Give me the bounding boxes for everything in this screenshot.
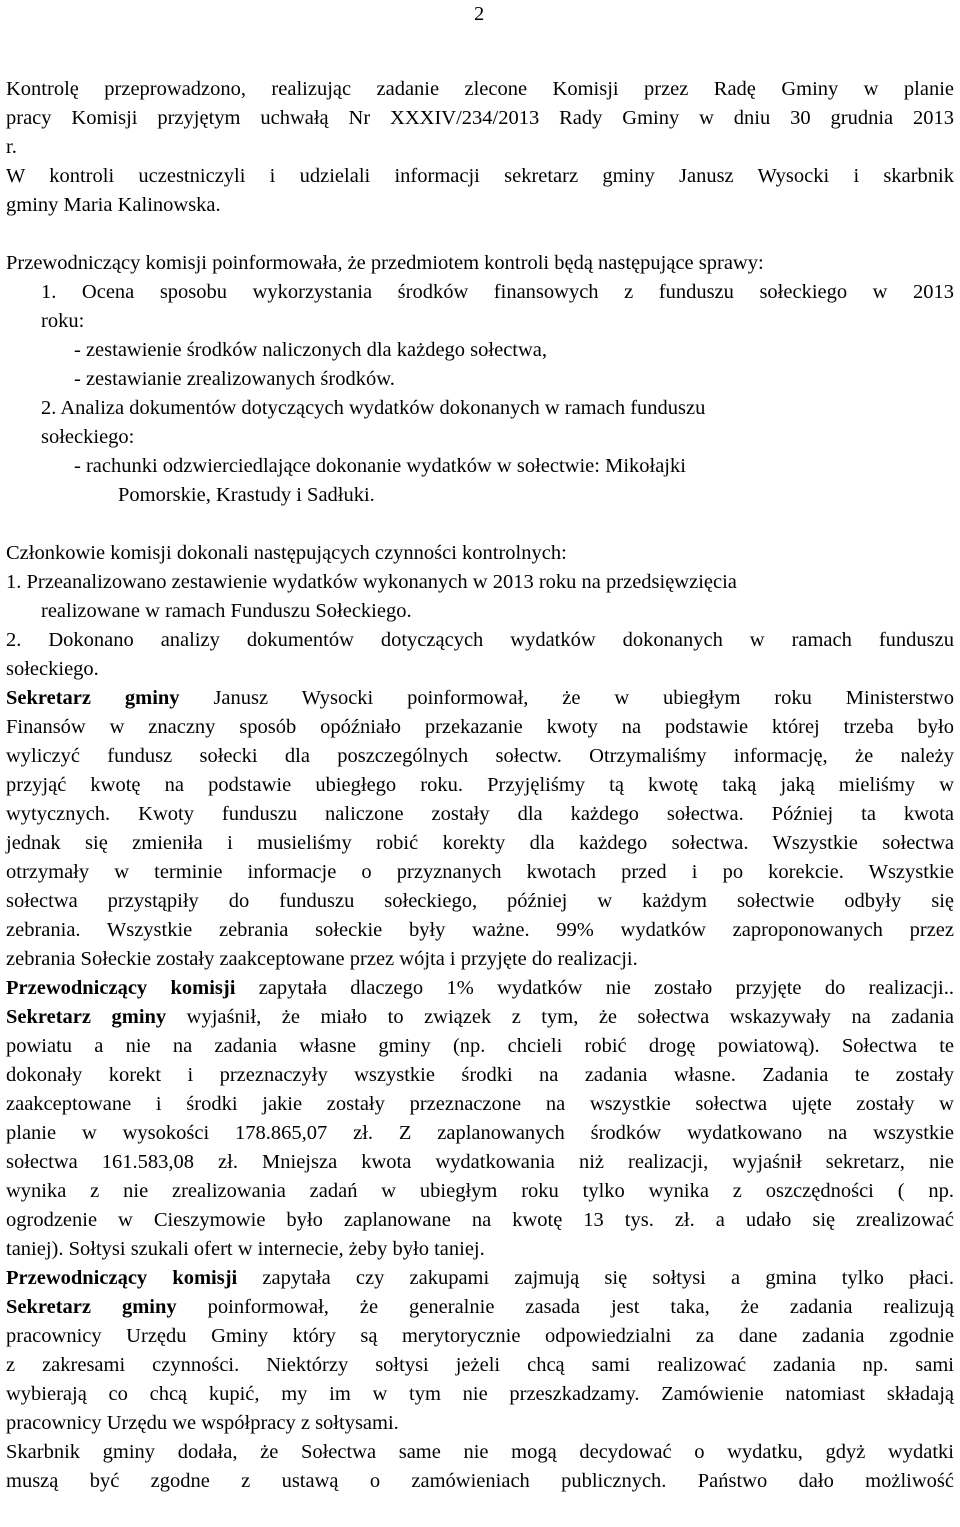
text-line: Sekretarz gminy wyjaśnił, że miało to związek z tym, że sołectwa wskazywały na zadania xyxy=(6,1006,954,1028)
text-line: realizowane w ramach Funduszu Sołeckiego. xyxy=(41,600,412,622)
text-line: wynika z nie zrealizowania zadań w ubiegłym roku tylko wynika z oszczędności ( np. xyxy=(6,1180,954,1202)
text-line: Finansów w znaczny sposób opóźniało przekazanie kwoty na podstawie której trzeba było xyxy=(6,716,954,738)
text-line: gminy Maria Kalinowska. xyxy=(6,194,221,216)
bullet-item: - zestawienie środków naliczonych dla każdego sołectwa, xyxy=(74,339,548,361)
text-line: pracownicy Urzędu we współpracy z sołtysami. xyxy=(6,1412,399,1434)
text-line: z zakresami czynności. Niektórzy sołtysi jeżeli chcą sami realizować zadania np. sami xyxy=(6,1354,954,1376)
text-line: Sekretarz gminy poinformował, że generalnie zasada jest taka, że zadania realizują xyxy=(6,1296,954,1318)
text-line: sołectwa przystąpiły do funduszu sołeckiego, później w każdym sołectwie odbyły się xyxy=(6,890,954,912)
text-line: wyliczyć fundusz sołecki dla poszczególnych sołectw. Otrzymaliśmy informację, że należy xyxy=(6,745,954,767)
text-line: sołeckiego: xyxy=(41,426,135,448)
text-line: zebrania. Wszystkie zebrania sołeckie były ważne. 99% wydatków zaproponowanych przez xyxy=(6,919,954,941)
text-line: Pomorskie, Krastudy i Sadłuki. xyxy=(118,484,375,506)
text-line: Przewodniczący komisji zapytała dlaczego 1% wydatków nie zostało przyjęte do realizacji.. xyxy=(6,977,954,999)
text-line: pracownicy Urzędu Gminy który są merytorycznie odpowiedzialni za dane zadania zgodnie xyxy=(6,1325,954,1347)
text-line: Kontrolę przeprowadzono, realizując zadanie zlecone Komisji przez Radę Gminy w planie xyxy=(6,78,954,100)
list-item: 2. Dokonano analizy dokumentów dotyczących wydatków dokonanych w ramach funduszu xyxy=(6,629,954,651)
text-line: sołeckiego. xyxy=(6,658,99,680)
list-item: 2. Analiza dokumentów dotyczących wydatków dokonanych w ramach funduszu xyxy=(41,397,706,419)
text-line: jednak się zmieniła i musieliśmy robić korekty dla każdego sołectwa. Wszystkie sołectwa xyxy=(6,832,954,854)
text-line: pracy Komisji przyjętym uchwałą Nr XXXIV/234/2013 Rady Gminy w dniu 30 grudnia 2013 xyxy=(6,107,954,129)
text-line: Przewodniczący komisji zapytała czy zakupami zajmują się sołtysi a gmina tylko płaci. xyxy=(6,1267,954,1289)
text-line: zebrania Sołeckie zostały zaakceptowane przez wójta i przyjęte do realizacji. xyxy=(6,948,638,970)
text-line: zaakceptowane i środki jakie zostały przeznaczone na wszystkie sołectwa ujęte zostały w xyxy=(6,1093,954,1115)
text-line: roku: xyxy=(41,310,85,332)
text-line: Przewodniczący komisji poinformowała, że przedmiotem kontroli będą następujące sprawy: xyxy=(6,252,764,274)
bullet-item: - rachunki odzwierciedlające dokonanie wydatków w sołectwie: Mikołajki xyxy=(74,455,686,477)
text-line: taniej). Sołtysi szukali ofert w internecie, żeby było taniej. xyxy=(6,1238,485,1260)
text-line: dokonały korekt i przeznaczyły wszystkie środki na zadania własne. Zadania te zostały xyxy=(6,1064,954,1086)
text-line: W kontroli uczestniczyli i udzielali informacji sekretarz gminy Janusz Wysocki i skarbnik xyxy=(6,165,954,187)
text-line: sołectwa 161.583,08 zł. Mniejsza kwota wydatkowania niż realizacji, wyjaśnił sekretarz, nie xyxy=(6,1151,954,1173)
list-item: 1. Przeanalizowano zestawienie wydatków wykonanych w 2013 roku na przedsięwzięcia xyxy=(6,571,737,593)
page-number: 2 xyxy=(474,3,485,25)
text-line: przyjąć kwotę na podstawie ubiegłego roku. Przyjęliśmy tą kwotę taką jaką mieliśmy w xyxy=(6,774,954,796)
text-line: wybierają co chcą kupić, my im w tym nie przeszkadzamy. Zamówienie natomiast składają xyxy=(6,1383,954,1405)
text-line: Członkowie komisji dokonali następujących czynności kontrolnych: xyxy=(6,542,567,564)
text-line: otrzymały w terminie informacje o przyznanych kwotach przed i po korekcie. Wszystkie xyxy=(6,861,954,883)
text-line: Skarbnik gminy dodała, że Sołectwa same nie mogą decydować o wydatku, gdyż wydatki xyxy=(6,1441,954,1463)
bullet-item: - zestawianie zrealizowanych środków. xyxy=(74,368,395,390)
text-line: Sekretarz gminy Janusz Wysocki poinformował, że w ubiegłym roku Ministerstwo xyxy=(6,687,954,709)
text-line: r. xyxy=(6,136,17,158)
text-line: powiatu a nie na zadania własne gminy (np. chcieli robić drogę powiatową). Sołectwa te xyxy=(6,1035,954,1057)
text-line: wytycznych. Kwoty funduszu naliczone zostały dla każdego sołectwa. Później ta kwota xyxy=(6,803,954,825)
list-item: 1. Ocena sposobu wykorzystania środków finansowych z funduszu sołeckiego w 2013 xyxy=(41,281,954,303)
text-line: planie w wysokości 178.865,07 zł. Z zaplanowanych środków wydatkowano na wszystkie xyxy=(6,1122,954,1144)
text-line: muszą być zgodne z ustawą o zamówieniach publicznych. Państwo dało możliwość xyxy=(6,1470,954,1492)
text-line: ogrodzenie w Cieszymowie było zaplanowane na kwotę 13 tys. zł. a udało się zrealizować xyxy=(6,1209,954,1231)
